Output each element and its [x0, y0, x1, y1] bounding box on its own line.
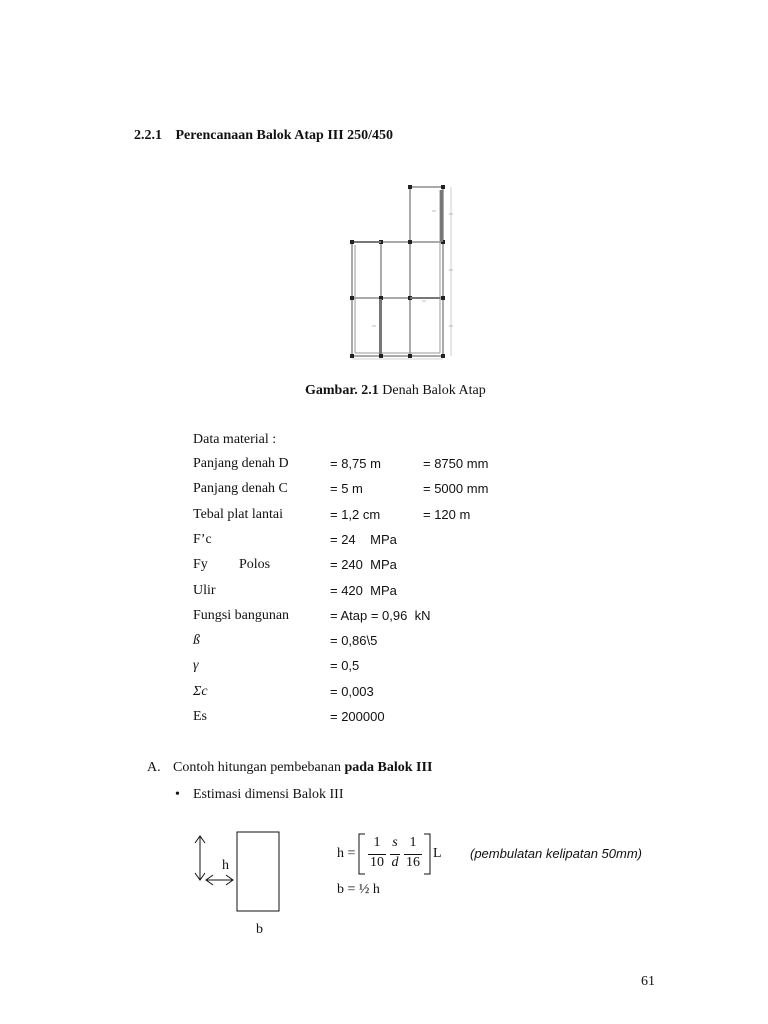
- material-value: = 200000: [330, 709, 385, 724]
- material-value: = 420 MPa: [330, 582, 397, 598]
- formula-lhs: h =: [337, 846, 356, 861]
- figure-caption-text: Denah Balok Atap: [378, 383, 486, 398]
- material-label: Tebal plat lantai: [193, 506, 283, 522]
- material-value: = 5 m: [330, 481, 363, 497]
- fraction-3-numerator: 1: [409, 835, 417, 850]
- height-formula: [337, 833, 657, 878]
- section-a-letter: A.: [147, 760, 161, 775]
- fraction-1-denominator: 10: [370, 855, 384, 870]
- material-value-alt: = 5000 mm: [423, 481, 489, 497]
- material-label: Fy: [193, 557, 208, 573]
- material-label: ß: [193, 633, 200, 649]
- right-bracket-icon: [423, 833, 431, 875]
- material-label: F’c: [193, 531, 212, 547]
- fraction-1-numerator: 1: [373, 835, 381, 850]
- bullet-text: Estimasi dimensi Balok III: [193, 787, 344, 802]
- width-formula: b = ½ h: [337, 882, 380, 897]
- roof-beam-plan-figure: [344, 178, 479, 362]
- section-heading: [134, 128, 393, 144]
- material-value: = 24 MPa: [330, 531, 397, 547]
- page-number: 61: [641, 974, 655, 989]
- beam-dimension-figure: [192, 828, 287, 940]
- material-label: Σc: [193, 683, 208, 699]
- section-title: Perencanaan Balok Atap III 250/450: [175, 128, 394, 143]
- material-value: = 8,75 m: [330, 456, 381, 471]
- fraction-2-denominator: d: [391, 855, 399, 870]
- section-a-heading: [147, 760, 432, 776]
- section-number: 2.2.1: [134, 128, 162, 143]
- formula-suffix: L: [433, 846, 442, 861]
- figure-caption: [305, 383, 486, 399]
- material-value: = 0,86\5: [330, 633, 378, 649]
- material-value: = 240 MPa: [330, 557, 397, 573]
- rounding-note: (pembulatan kelipatan 50mm): [470, 846, 642, 861]
- material-label: Panjang denah C: [193, 481, 288, 497]
- material-sublabel: Polos: [239, 557, 271, 573]
- section-a-bold: pada Balok III: [344, 760, 433, 775]
- beam-section-diagram: [192, 828, 287, 940]
- material-data-title: Data material :: [193, 432, 277, 447]
- section-a-text: Contoh hitungan pembebanan: [173, 760, 345, 775]
- material-label: Es: [193, 709, 207, 724]
- material-value-alt: = 8750 mm: [423, 456, 489, 471]
- bullet-item: [175, 787, 343, 803]
- material-label: Fungsi bangunan: [193, 607, 290, 623]
- fraction-2-numerator: s: [392, 835, 398, 850]
- left-bracket-icon: [358, 833, 366, 875]
- fraction-3-denominator: 16: [406, 855, 420, 870]
- figure-caption-label: Gambar. 2.1: [305, 383, 379, 398]
- material-value-alt: = 120 m: [423, 506, 471, 522]
- bullet-icon: •: [175, 787, 180, 802]
- material-value: = 0,003: [330, 683, 374, 699]
- material-label: γ: [193, 658, 199, 674]
- material-label: Ulir: [193, 582, 216, 598]
- height-label: h: [222, 858, 229, 873]
- material-value: = Atap = 0,96 kN: [330, 607, 431, 623]
- material-label: Panjang denah D: [193, 456, 289, 471]
- material-value: = 0,5: [330, 658, 360, 674]
- width-label: b: [256, 922, 263, 937]
- material-value: = 1,2 cm: [330, 506, 381, 522]
